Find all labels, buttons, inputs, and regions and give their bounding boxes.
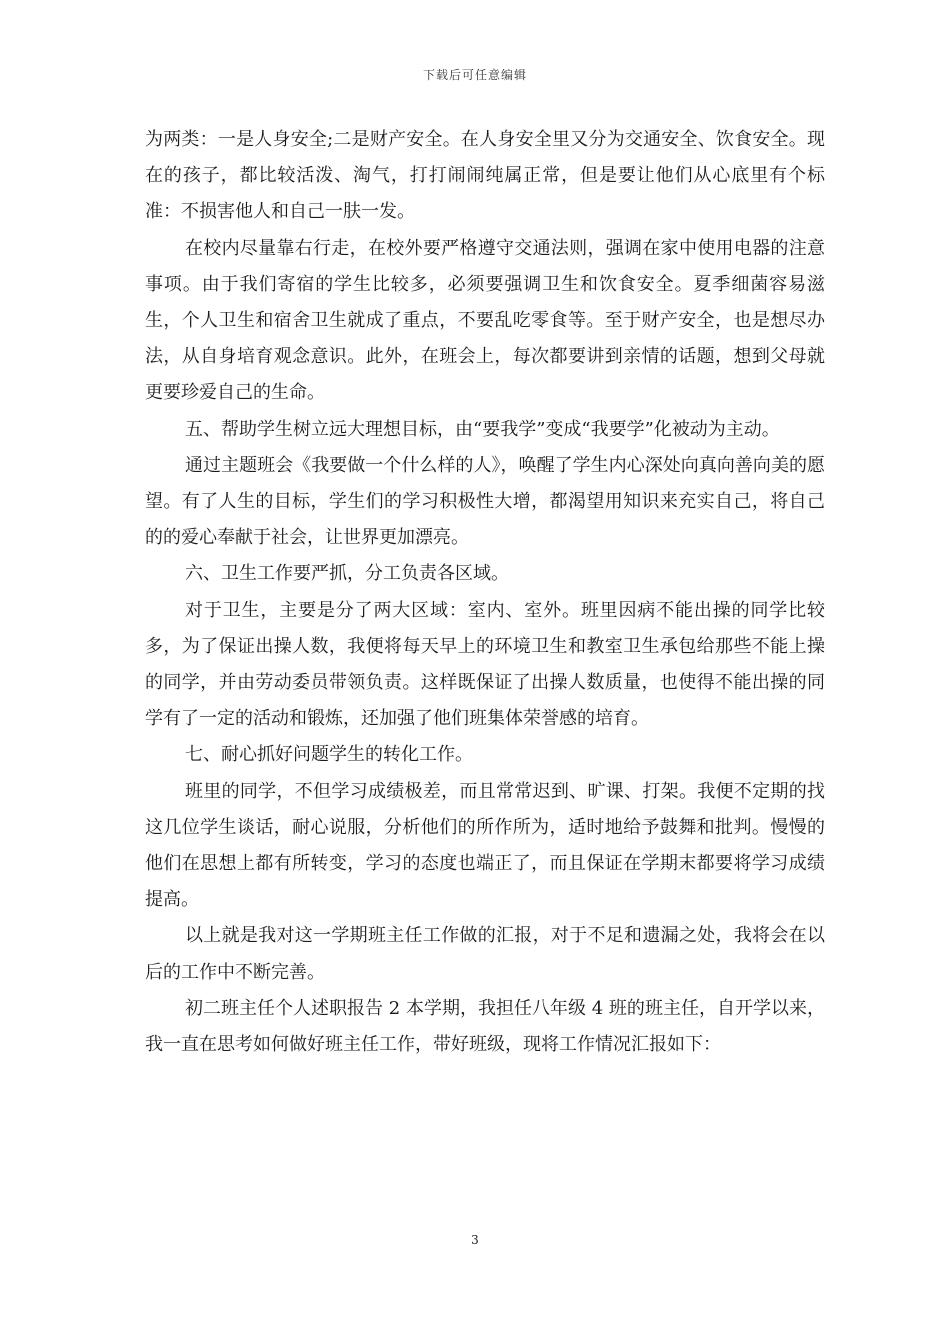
paragraph: 以上就是我对这一学期班主任工作做的汇报，对于不足和遗漏之处，我将会在以后的工作中不断完善。 — [145, 925, 825, 983]
paragraph: 在校内尽量靠右行走，在校外要严格遵守交通法则，强调在家中使用电器的注意事项。由于我们寄宿的学生比较多，必须要强调卫生和饮食安全。夏季细菌容易滋生，个人卫生和宿舍卫生就成了重点，不要乱吃零食等。至于财产安全，也是想尽办法，从自身培育观念意识。此外，在班会上，每次都要讲到亲情的话题，想到父母就更要珍爱自己的生命。 — [145, 237, 825, 404]
page-number: 3 — [471, 1233, 479, 1247]
paragraph: 为两类：一是人身安全;二是财产安全。在人身安全里又分为交通安全、饮食安全。现在的孩子，都比较活泼、淘气，打打闹闹纯属正常，但是要让他们从心底里有个标准：不损害他人和自己一肤一发。 — [145, 129, 825, 223]
section-heading: 七、耐心抓好问题学生的转化工作。 — [185, 744, 473, 766]
paragraph: 通过主题班会《我要做一个什么样的人》，唤醒了学生内心深处向真向善向美的愿望。有了人生的目标，学生们的学习积极性大增，都渴望用知识来充实自己，将自己的的爱心奉献于社会，让世界更加漂亮。 — [145, 454, 825, 549]
paragraph: 初二班主任个人述职报告 2 本学期，我担任八年级 4 班的班主任，自开学以来，我一直在思考如何做好班主任工作，带好班级，现将工作情况汇报如下： — [145, 997, 825, 1056]
section-heading: 六、卫生工作要严抓，分工负责各区域。 — [185, 563, 509, 585]
paragraph: 对于卫生，主要是分了两大区域：室内、室外。班里因病不能出操的同学比较多，为了保证出操人数，我便将每天早上的环境卫生和教室卫生承包给那些不能上操的同学，并由劳动委员带领负责。这样既保证了出操人数质量，也使得不能出操的同学有了一定的活动和锻炼，还加强了他们班集体荣誉感的培育。 — [145, 599, 825, 730]
page-header: 下载后可任意编辑 — [422, 68, 527, 82]
document-body — [145, 122, 825, 1063]
paragraph: 班里的同学，不但学习成绩极差，而且常常迟到、旷课、打架。我便不定期的找这几位学生谈话，耐心说服，分析他们的所作所为，适时地给予鼓舞和批判。慢慢的他们在思想上都有所转变，学习的态度也端正了，而且保证在学期末都要将学习成绩提高。 — [145, 780, 825, 911]
section-heading: 五、帮助学生树立远大理想目标，由“要我学”变成“我要学”化被动为主动。 — [185, 418, 780, 440]
